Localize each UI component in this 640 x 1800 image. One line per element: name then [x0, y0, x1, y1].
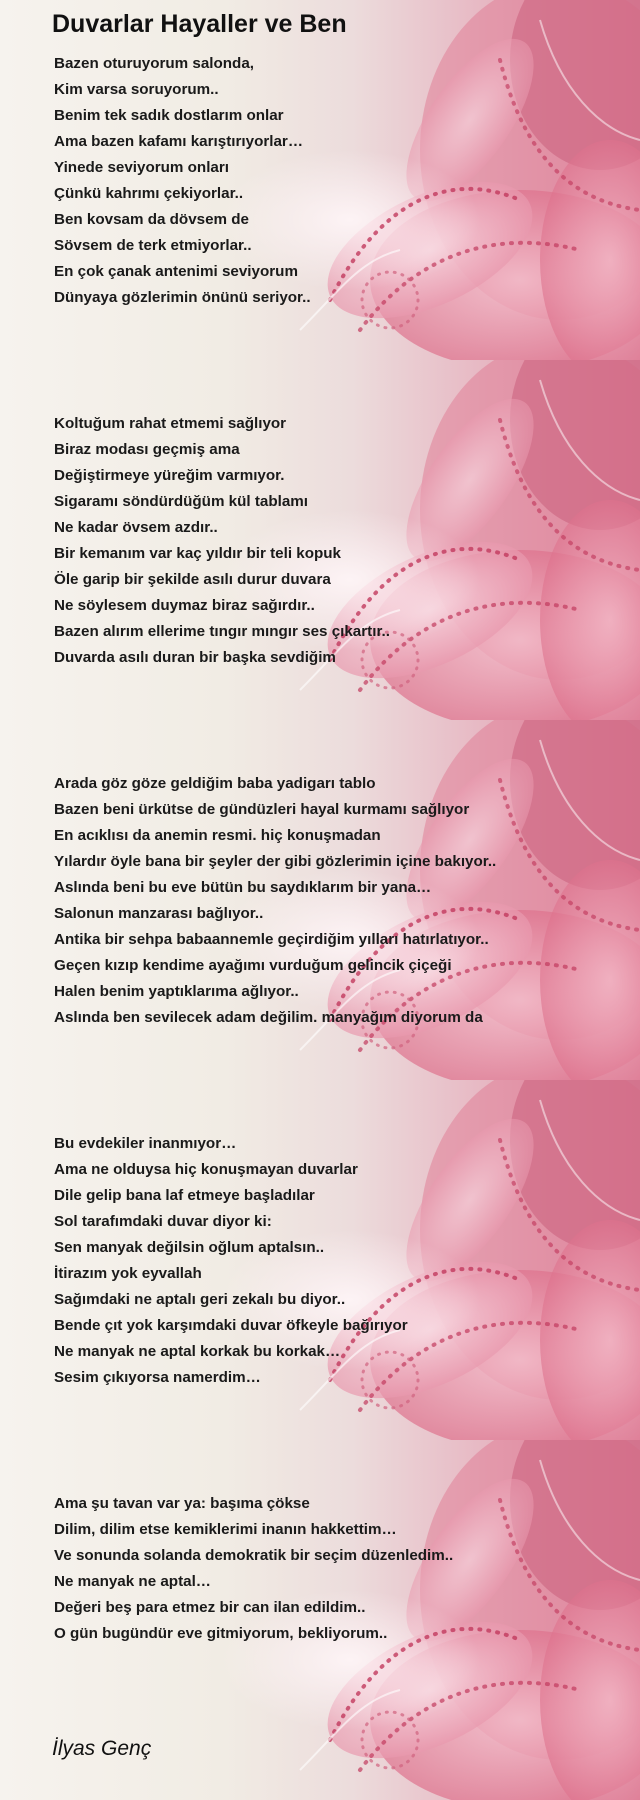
- stanza-panel-1: [0, 0, 640, 360]
- poem-line: Ama ne olduysa hiç konuşmayan duvarlar: [54, 1161, 358, 1178]
- poem-line: Sen manyak değilsin oğlum aptalsın..: [54, 1239, 325, 1256]
- poem-line: Ben kovsam da dövsem de: [54, 211, 249, 228]
- poem-author: İlyas Genç: [52, 1737, 152, 1760]
- poem-stanza-4: [54, 1131, 408, 1391]
- poem-line: Antika bir sehpa babaannemle geçirdiğim yılları hatırlatıyor..: [54, 931, 489, 948]
- poem-line: Sigaramı söndürdüğüm kül tablamı: [54, 493, 309, 510]
- poem-line: Duvarda asılı duran bir başka sevdiğim: [54, 649, 336, 666]
- poem-line: Dile gelip bana laf etmeye başladılar: [54, 1187, 315, 1204]
- poem-line: Dilim, dilim etse kemiklerimi inanın hakkettim…: [54, 1521, 397, 1538]
- poem-line: Bazen beni ürkütse de gündüzleri hayal kurmamı sağlıyor: [54, 801, 470, 818]
- poem-line: Bazen oturuyorum salonda,: [54, 55, 254, 72]
- poem-line: Değiştirmeye yüreğim varmıyor.: [54, 467, 285, 484]
- poem-line: Bu evdekiler inanmıyor…: [54, 1135, 237, 1152]
- stanza-panel-3: [0, 720, 640, 1080]
- poem-line: Geçen kızıp kendime ayağımı vurduğum gelincik çiçeği: [54, 957, 452, 974]
- poem-line: Aslında beni bu eve bütün bu saydıklarım bir yana…: [54, 879, 432, 896]
- poem-line: Sol tarafımdaki duvar diyor ki:: [54, 1213, 272, 1230]
- poem-stanza-5: [54, 1491, 453, 1647]
- poem-line: Çünkü kahrımı çekiyorlar..: [54, 185, 244, 202]
- poem-line: Salonun manzarası bağlıyor..: [54, 905, 264, 922]
- stanza-panel-2: [0, 360, 640, 720]
- poem-line: Ne manyak ne aptal…: [54, 1573, 211, 1590]
- poem-line: Öle garip bir şekilde asılı durur duvara: [54, 571, 331, 588]
- poem-stanza-3: [54, 771, 496, 1031]
- stanza-panel-4: [0, 1080, 640, 1440]
- poem-line: O gün bugündür eve gitmiyorum, bekliyorum..: [54, 1625, 388, 1642]
- poem-title: Duvarlar Hayaller ve Ben: [52, 10, 347, 38]
- poem-line: Ama şu tavan var ya: başıma çökse: [54, 1495, 310, 1512]
- poem-stanza-1: [54, 51, 311, 311]
- poem-line: Benim tek sadık dostlarım onlar: [54, 107, 284, 124]
- poem-line: Sağımdaki ne aptalı geri zekalı bu diyor..: [54, 1291, 346, 1308]
- poem-line: Değeri beş para etmez bir can ilan edildim..: [54, 1599, 366, 1616]
- poem-line: Arada göz göze geldiğim baba yadigarı tablo: [54, 775, 376, 792]
- poem-line: Ne söylesem duymaz biraz sağırdır..: [54, 597, 315, 614]
- poem-line: Dünyaya gözlerimin önünü seriyor..: [54, 289, 311, 306]
- poem-line: Ama bazen kafamı karıştırıyorlar…: [54, 133, 304, 150]
- poem-line: Halen benim yaptıklarıma ağlıyor..: [54, 983, 299, 1000]
- poem-line: Sövsem de terk etmiyorlar..: [54, 237, 252, 254]
- poem-line: Ne manyak ne aptal korkak bu korkak…: [54, 1343, 341, 1360]
- poem-line: Bir kemanım var kaç yıldır bir teli kopuk: [54, 545, 341, 562]
- poem-line: Kim varsa soruyorum..: [54, 81, 219, 98]
- poem-line: En çok çanak antenimi seviyorum: [54, 263, 298, 280]
- poem-line: Ve sonunda solanda demokratik bir seçim düzenledim..: [54, 1547, 454, 1564]
- poem-line: Bazen alırım ellerime tıngır mıngır ses çıkartır..: [54, 623, 390, 640]
- poem-line: İtirazım yok eyvallah: [54, 1265, 202, 1282]
- poem-line: Bende çıt yok karşımdaki duvar öfkeyle bağırıyor: [54, 1317, 408, 1334]
- poem-line: En acıklısı da anemin resmi. hiç konuşmadan: [54, 827, 381, 844]
- poem-line: Koltuğum rahat etmemi sağlıyor: [54, 415, 287, 432]
- poem-line: Yılardır öyle bana bir şeyler der gibi gözlerimin içine bakıyor..: [54, 853, 497, 870]
- poem-line: Ne kadar övsem azdır..: [54, 519, 218, 536]
- poem-line: Sesim çıkıyorsa namerdim…: [54, 1369, 261, 1386]
- poem-stanza-2: [54, 411, 390, 671]
- poem-line: Aslında ben sevilecek adam değilim. manyağım diyorum da: [54, 1009, 483, 1026]
- poem-line: Yinede seviyorum onları: [54, 159, 229, 176]
- poem-line: Biraz modası geçmiş ama: [54, 441, 240, 458]
